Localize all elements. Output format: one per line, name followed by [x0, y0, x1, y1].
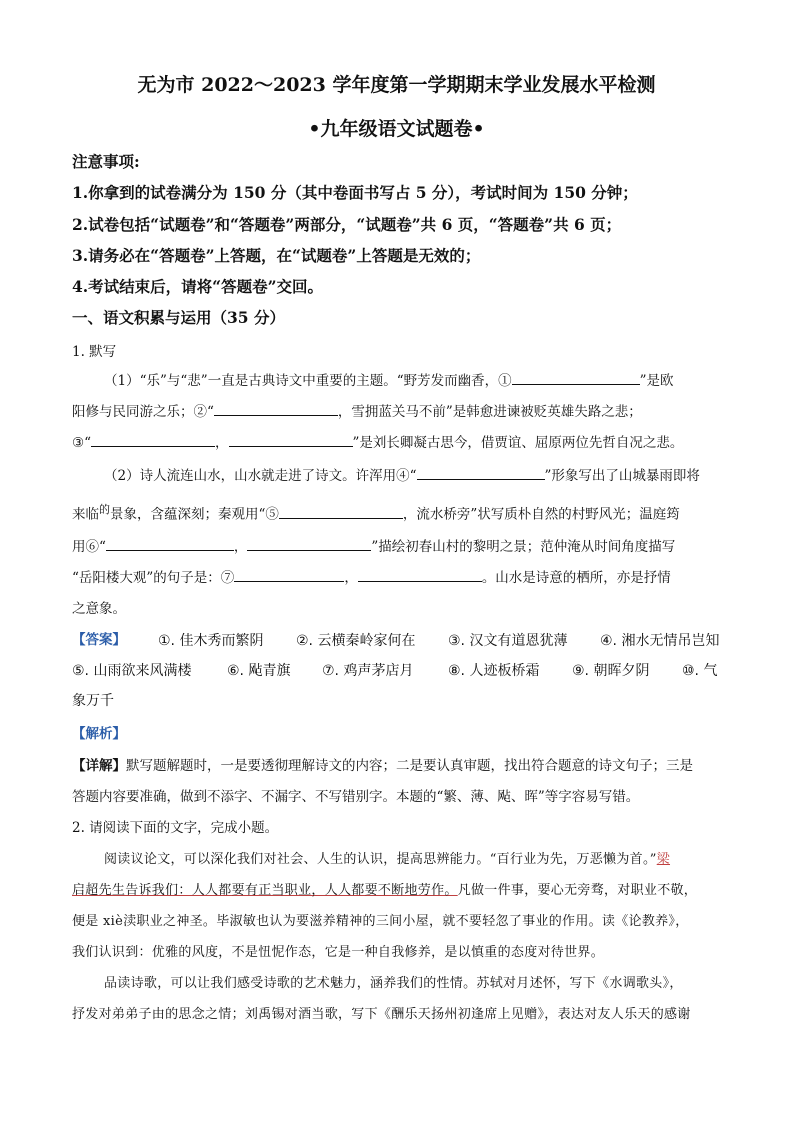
page-title: 无为市 2022～2023 学年度第一学期期末学业发展水平检测	[137, 74, 656, 96]
q1-text: 景象，含蕴深刻；秦观用“⑤	[110, 506, 279, 523]
q1-text: （1）“乐”与“悲”一直是古典诗文中重要的主题。“野芳发而幽香，①	[104, 373, 512, 389]
detail-tag: 【详解】	[72, 758, 126, 774]
notice-heading: 注意事项:	[72, 152, 140, 171]
q1-text: ，	[233, 539, 248, 555]
q1-text: ，	[215, 435, 229, 451]
question-2-label: 2. 请阅读下面的文字，完成小题。	[72, 820, 279, 836]
q1-line-3	[72, 431, 683, 451]
q1-text: ，雪拥蓝关马不前”是韩愈进谏被贬英雄失路之悲；	[337, 404, 642, 420]
q2-para2-line-1: 品读诗歌，可以让我们感受诗歌的艺术魅力，涵养我们的性情。苏轼对月述怀，写下《水调歌头》，	[104, 976, 683, 991]
q1-text: ”是欧	[639, 373, 674, 389]
answer-item: ⑨. 朝晖夕阴	[572, 663, 650, 679]
analysis-label: 【解析】	[72, 726, 126, 742]
q2-para1-line-2	[72, 879, 697, 898]
analysis-text: 默写题解题时，一是要透彻理解诗文的内容；二是要认真审题，找出符合题意的诗文句子；三是	[126, 758, 693, 774]
analysis-tag	[72, 722, 126, 742]
q1-text: ，流水桥旁”状写质朴自然的村野风光；温庭筠	[402, 506, 680, 523]
q1-line-6	[72, 535, 675, 555]
q1-text: ，	[344, 570, 358, 586]
answer-blank[interactable]	[417, 465, 545, 480]
q1-line-7	[72, 566, 671, 586]
answer-item: ⑦. 鸡声茅店月	[322, 663, 414, 679]
notice-item-4: 4.考试结束后，请将“答题卷”交回。	[72, 277, 324, 296]
q2-underlined-text: 梁	[656, 852, 671, 867]
answer-item: 象万千	[72, 693, 114, 709]
q1-line-4	[104, 464, 700, 484]
q1-line-8: 之意象。	[72, 601, 126, 617]
q1-line-2	[72, 400, 642, 420]
q1-text: 的	[99, 503, 110, 516]
q2-para2-line-2: 抒发对弟弟子由的思念之情；刘禹锡对酒当歌，写下《酬乐天扬州初逢席上见赠》，表达对友人乐天的感谢	[72, 1007, 691, 1022]
page-subtitle: •九年级语文试题卷•	[308, 118, 485, 140]
q2-text: 凡做一件事，要心无旁骛，对职业不敬，	[457, 883, 698, 898]
q1-text: ”形象写出了山城暴雨即将	[544, 468, 700, 484]
q1-line-5	[72, 501, 680, 523]
q1-text: 阳修与民同游之乐；②“	[72, 404, 214, 420]
q2-underlined-text: 启超先生告诉我们：人人都要有正当职业，人人都要不断地劳作。	[72, 883, 458, 898]
notice-item-1: 1.你拿到的试卷满分为 150 分（其中卷面书写占 5 分），考试时间为 150 分钟；	[72, 183, 638, 202]
q1-text: 。山水是诗意的栖所，亦是抒情	[481, 570, 671, 586]
q1-text: ③“	[72, 435, 92, 451]
q2-para1-line-4: 我们认识到：优雅的风度，不是忸怩作态，它是一种自我修养，是以慎重的态度对待世界。	[72, 945, 605, 960]
notice-item-2: 2.试卷包括“试题卷”和“答题卷”两部分，“试题卷”共 6 页，“答题卷”共 6 页；	[72, 215, 622, 234]
q1-text: ”是刘长卿凝古思今，借贾谊、屈原两位先哲自况之悲。	[352, 435, 684, 451]
q2-text: 阅读议论文，可以深化我们对社会、人生的认识，提高思辨能力。“百行业为先，万恶懒为首。”	[104, 852, 657, 867]
q1-text: ”描绘初春山村的黎明之景；范仲淹从时间角度描写	[371, 539, 676, 555]
q1-text: 用⑥“	[72, 539, 106, 555]
q1-text: 来临	[72, 506, 99, 523]
answer-blank[interactable]	[91, 432, 215, 447]
answer-item: ⑥. 飐青旗	[227, 663, 291, 679]
answer-blank[interactable]	[358, 567, 482, 582]
answer-tag: 【答案】	[72, 632, 126, 648]
notice-item-3: 3.请务必在“答题卷”上答题，在“试题卷”上答题是无效的；	[72, 246, 481, 265]
answer-item: ③. 汉文有道恩犹薄	[448, 633, 568, 649]
answer-item: ⑩. 气	[682, 663, 718, 679]
answer-blank[interactable]	[106, 536, 234, 551]
answer-blank[interactable]	[512, 370, 640, 385]
answer-blank[interactable]	[214, 401, 338, 416]
analysis-line-2: 答题内容要准确，做到不添字、不漏字、不写错别字。本题的“繁、薄、飐、晖”等字容易写错。	[72, 789, 640, 805]
answer-item: ⑧. 人迹板桥霜	[448, 663, 540, 679]
q1-line-1	[104, 369, 674, 389]
q1-text: “岳阳楼大观”的句子是：⑦	[72, 570, 235, 586]
answer-item: ④. 湘水无情吊岂知	[600, 633, 720, 649]
answer-blank[interactable]	[247, 536, 371, 551]
analysis-line-1	[72, 754, 693, 774]
q1-text: （2）诗人流连山水，山水就走进了诗文。许浑用④“	[104, 468, 417, 484]
q2-para1-line-1	[104, 848, 670, 867]
answer-blank[interactable]	[234, 567, 344, 582]
q2-para1-line-3: 便是 xiè渎职业之神圣。毕淑敏也认为要滋养精神的三间小屋，就不要轻忽了事业的作用。读《论教养》，	[72, 914, 689, 929]
answer-item: ⑤. 山雨欲来风满楼	[72, 663, 192, 679]
question-1-label: 1. 默写	[72, 344, 117, 360]
answer-blank[interactable]	[279, 504, 403, 519]
answer-blank[interactable]	[229, 432, 353, 447]
answer-row-1	[72, 628, 126, 648]
answer-item: ①. 佳木秀而繁阴	[158, 633, 264, 649]
section-heading: 一、语文积累与运用（35 分）	[72, 308, 285, 327]
answer-item: ②. 云横秦岭家何在	[296, 633, 416, 649]
